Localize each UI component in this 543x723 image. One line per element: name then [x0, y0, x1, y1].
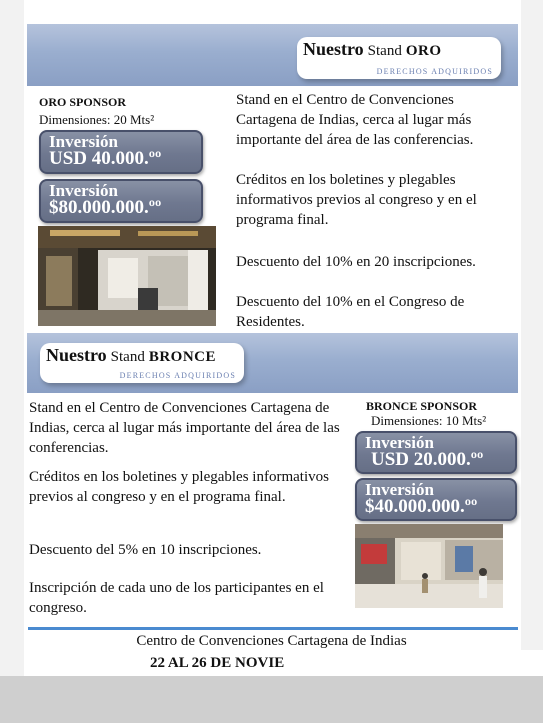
page-margin-right — [521, 0, 543, 723]
badge-subtitle: DERECHOS ADQUIRIDOS — [376, 67, 493, 76]
bronce-dimension: Dimensiones: 10 Mts² — [371, 413, 487, 428]
bronce-stand-photo — [355, 524, 503, 608]
oro-title-badge — [297, 37, 501, 79]
page-margin-left — [0, 0, 24, 723]
badge-word-level: BRONCE — [148, 349, 217, 365]
badge-word-nuestro: Nuestro — [46, 345, 107, 365]
bronce-investment-cop — [355, 478, 517, 521]
footer-dates: 22 AL 26 DE NOVIE — [150, 655, 285, 671]
badge-word-level: ORO — [405, 43, 442, 59]
bronce-title-badge — [40, 343, 244, 383]
bronce-benefit-registration: Inscripción de cada uno de los participantes en el congreso. — [29, 580, 324, 616]
bronce-benefit-discount: Descuento del 5% en 10 inscripciones. — [29, 542, 262, 558]
investment-amount: $80.000.000.ºº — [49, 197, 162, 218]
badge-word-nuestro: Nuestro — [303, 39, 364, 59]
oro-investment-usd — [39, 130, 203, 174]
bronce-benefit-credits: Créditos en los boletines y plegables informativos previos al congreso y en el programa final. — [29, 469, 329, 505]
investment-amount: $40.000.000.ºº — [365, 496, 478, 517]
oro-benefit-credits: Créditos en los boletines y plegables informativos previos al congreso y en el programa final. — [236, 172, 477, 228]
bronce-sponsor-title: BRONCE SPONSOR — [366, 399, 478, 413]
investment-label: Inversión — [49, 132, 118, 151]
oro-stand-photo — [38, 226, 216, 326]
bronce-benefit-stand: Stand en el Centro de Convenciones Cartagena de Indias, cerca al lugar más importante del área de las conferencias. — [29, 400, 340, 456]
investment-label: Inversión — [365, 480, 434, 499]
badge-word-stand: Stand — [110, 349, 145, 365]
footer-venue: Centro de Convenciones Cartagena de Indias — [136, 633, 407, 649]
investment-amount: USD 40.000.ºº — [49, 148, 162, 169]
oro-investment-cop — [39, 179, 203, 223]
oro-sponsor-title: ORO SPONSOR — [39, 95, 127, 109]
investment-label: Inversión — [49, 181, 118, 200]
oro-benefit-stand: Stand en el Centro de Convenciones Cartagena de Indias, cerca al lugar más importante del área de las conferencias. — [236, 92, 474, 148]
oro-benefit-residents: Descuento del 10% en el Congreso de Residentes. — [236, 294, 465, 330]
badge-subtitle: DERECHOS ADQUIRIDOS — [119, 371, 236, 380]
bottom-gray-bar — [0, 676, 543, 723]
oro-benefit-discount: Descuento del 10% en 20 inscripciones. — [236, 254, 476, 270]
oro-dimension: Dimensiones: 20 Mts² — [39, 112, 155, 127]
footer-divider — [28, 627, 518, 630]
bronce-investment-usd — [355, 431, 517, 474]
investment-amount: USD 20.000.ºº — [371, 449, 484, 470]
investment-label: Inversión — [365, 433, 434, 452]
badge-word-stand: Stand — [367, 43, 402, 59]
